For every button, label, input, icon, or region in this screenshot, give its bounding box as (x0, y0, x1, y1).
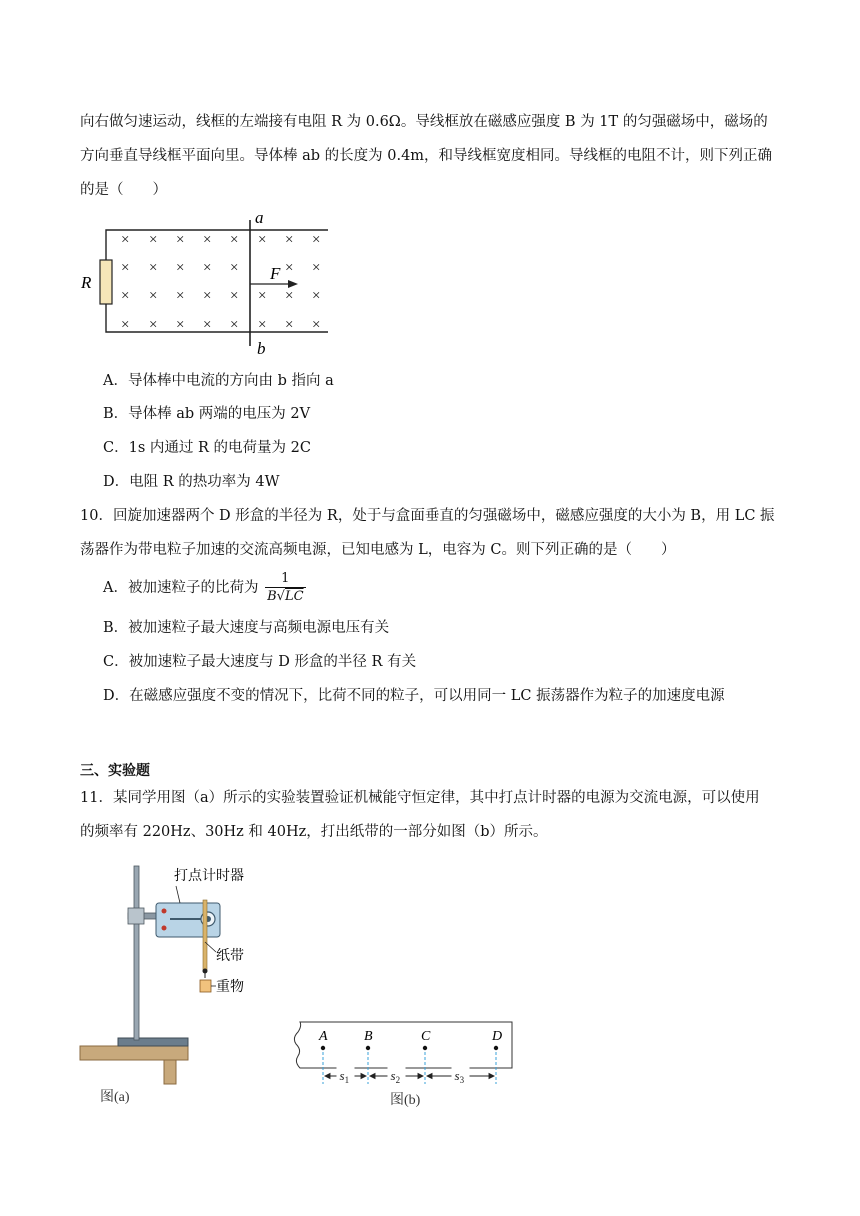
label-b: b (257, 339, 266, 358)
arrow-right-icon (418, 1074, 423, 1079)
q9-text-line-3: 的是（ ） (80, 182, 167, 198)
field-x-mark: × (285, 232, 294, 248)
field-x-mark: × (149, 317, 158, 333)
tape-dot (494, 1046, 498, 1050)
field-x-mark: × (230, 260, 239, 276)
tape-point-label: B (364, 1029, 373, 1044)
field-x-mark: × (203, 260, 212, 276)
field-x-mark: × (203, 317, 212, 333)
q9-circuit-figure (78, 206, 338, 358)
label-F: F (270, 264, 281, 283)
arrow-left-icon (370, 1074, 375, 1079)
field-x-mark: × (230, 232, 239, 248)
q9-option-b: B．导体棒 ab 两端的电压为 2V (103, 406, 311, 422)
field-x-mark: × (176, 317, 185, 333)
figure-b-caption: 图(b) (390, 1093, 421, 1108)
q9-text-line-2: 方向垂直导线框平面向里。导体棒 ab 的长度为 0.4m，和导线框宽度相同。导线框的电阻不计，则下列正确 (80, 148, 773, 164)
resistor-symbol (100, 260, 112, 304)
field-x-mark: × (121, 317, 130, 333)
field-x-mark: × (312, 260, 321, 276)
field-x-mark: × (176, 260, 185, 276)
tape-label: 纸带 (216, 949, 244, 964)
q11-text-line-2: 的频率有 220Hz、30Hz 和 40Hz，打出纸带的一部分如图（b）所示。 (80, 824, 548, 840)
field-x-mark: × (176, 232, 185, 248)
field-x-mark: × (258, 232, 267, 248)
label-R: R (81, 273, 92, 292)
field-x-mark: × (258, 317, 267, 333)
force-arrow-icon (288, 280, 298, 288)
q9-option-c: C．1s 内通过 R 的电荷量为 2C (103, 440, 311, 456)
q10-option-a-text: A．被加速粒子的比荷为 (103, 580, 259, 596)
figure-b-tape (290, 1016, 526, 1108)
figure-a-caption: 图(a) (100, 1090, 130, 1105)
section-title: 三、实验题 (80, 763, 150, 779)
field-x-mark: × (149, 288, 158, 304)
q10-option-a (103, 570, 306, 606)
q10-option-b: B．被加速粒子最大速度与高频电源电压有关 (103, 620, 390, 636)
field-x-mark: × (203, 288, 212, 304)
tape-dot (321, 1046, 325, 1050)
field-x-mark: × (121, 288, 130, 304)
q10-option-a-fraction (265, 571, 305, 605)
field-x-mark: × (203, 232, 212, 248)
q9-option-a: A．导体棒中电流的方向由 b 指向 a (103, 373, 334, 389)
tape-point-label: D (492, 1029, 503, 1044)
weight-label: 重物 (216, 980, 244, 995)
q10-option-c: C．被加速粒子最大速度与 D 形盒的半径 R 有关 (103, 654, 417, 670)
field-x-mark: × (285, 260, 294, 276)
field-x-mark: × (312, 317, 321, 333)
weight-block (200, 980, 211, 992)
fraction-denominator: B√LC (267, 589, 304, 604)
arrow-right-icon (489, 1074, 494, 1079)
tape-point-label: C (421, 1029, 431, 1044)
segment-label: $s_2$ (390, 1068, 401, 1085)
field-x-mark: × (312, 232, 321, 248)
q10-text-line-1: 10．回旋加速器两个 D 形盒的半径为 R，处于与盒面垂直的匀强磁场中，磁感应强度的大小为 B，用 LC 振 (80, 508, 775, 524)
timer-label: 打点计时器 (174, 869, 244, 884)
label-a: a (255, 208, 264, 227)
field-x-mark: × (312, 288, 321, 304)
field-x-mark: × (176, 288, 185, 304)
tape-dot (423, 1046, 427, 1050)
arrow-right-icon (361, 1074, 366, 1079)
field-x-mark: × (285, 317, 294, 333)
field-x-mark: × (230, 288, 239, 304)
paper-tape (203, 900, 207, 970)
q9-text-line-1: 向右做匀速运动，线框的左端接有电阻 R 为 0.6Ω。导线框放在磁感应强度 B 为 1T 的匀强磁场中，磁场的 (80, 114, 768, 130)
q10-option-d: D．在磁感应强度不变的情况下，比荷不同的粒子，可以用同一 LC 振荡器作为粒子的加速度电源 (103, 688, 725, 704)
field-x-mark: × (149, 260, 158, 276)
fraction-numerator: 1 (281, 571, 290, 586)
field-x-mark: × (121, 232, 130, 248)
field-x-mark: × (230, 317, 239, 333)
arrow-left-icon (427, 1074, 432, 1079)
field-x-mark: × (258, 288, 267, 304)
segment-label: $s_1$ (339, 1068, 350, 1085)
arrow-left-icon (325, 1074, 330, 1079)
field-x-mark: × (149, 232, 158, 248)
segment-label: $s_3$ (454, 1068, 465, 1085)
tape-dot (366, 1046, 370, 1050)
figure-a-apparatus (76, 858, 276, 1108)
q9-option-d: D．电阻 R 的热功率为 4W (103, 474, 280, 490)
field-x-mark: × (121, 260, 130, 276)
tape-point-label: A (319, 1029, 328, 1044)
q11-text-line-1: 11．某同学用图（a）所示的实验装置验证机械能守恒定律，其中打点计时器的电源为交流电源，可以使用 (80, 790, 760, 806)
field-x-mark: × (285, 288, 294, 304)
q10-text-line-2: 荡器作为带电粒子加速的交流高频电源，已知电感为 L，电容为 C。则下列正确的是（ ） (80, 542, 676, 558)
